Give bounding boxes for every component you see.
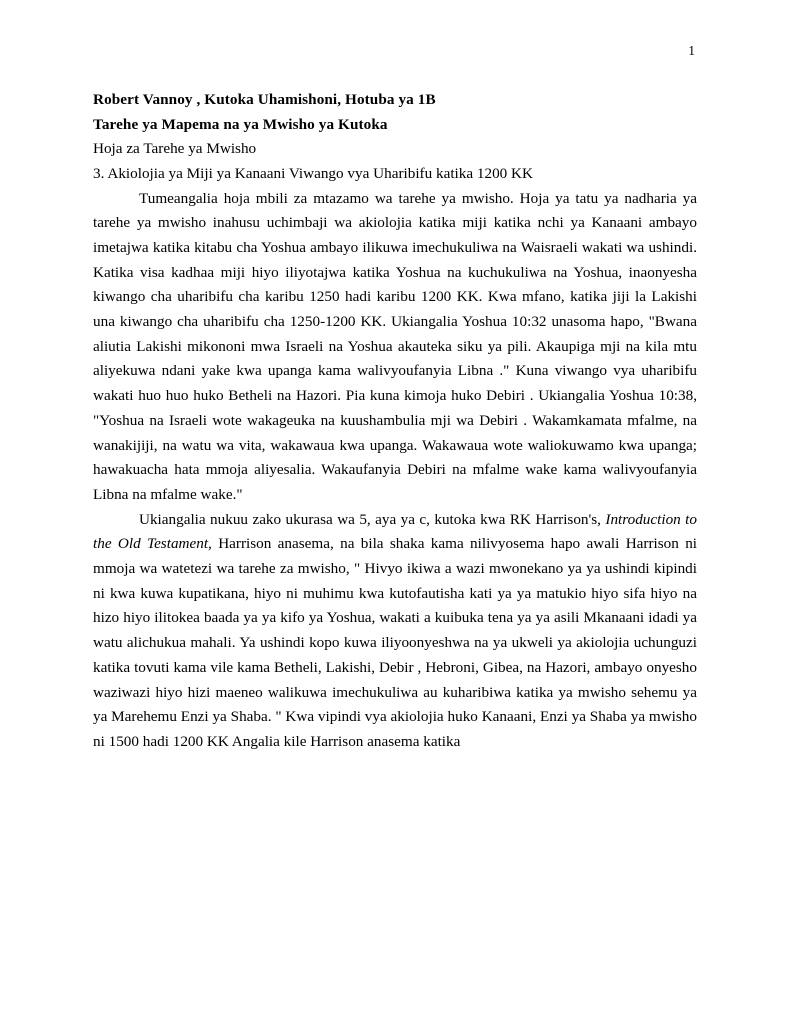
document-body: [93, 88, 697, 755]
section-heading: 3. Akiolojia ya Miji ya Kanaani Viwango vya Uharibifu katika 1200 KK: [93, 164, 533, 182]
title-line-2: Tarehe ya Mapema na ya Mwisho ya Kutoka: [93, 115, 388, 133]
paragraph-2-segment-1: Ukiangalia nukuu zako ukurasa wa 5, aya ya c, kutoka kwa RK Harrison's,: [139, 510, 606, 528]
title-line-1: Robert Vannoy , Kutoka Uhamishoni, Hotuba ya 1B: [93, 91, 436, 108]
subheading: Hoja za Tarehe ya Mwisho: [93, 140, 257, 158]
page-number: 1: [688, 43, 695, 58]
paragraph-2-segment-2: Harrison anasema, na bila shaka kama nilivyosema hapo awali Harrison ni mmoja wa watetezi wa tarehe za mwisho, " Hivyo ikiwa a wazi mwonekano ya ya ushindi kipindi ni kwa kuwa kupatikana, hiyo ni muhimu kwa kutofautisha kati ya ya matukio hiyo sifa hiyo na hizo hiyo ilitokea baada ya ya kifo ya Yoshua, wakati a kuibuka tena ya ya asili Mkanaani idadi ya watu alichukua mahali. Ya ushindi kopo kuwa iliyoonyeshwa na ya ukweli ya akiolojia uchunguzi katika tovuti kama vile kama Betheli, Lakishi, Debir , Hebroni, Gibea, na Hazori, ambayo onyesho waziwazi hiyo hizi maeneo walikuwa imechukuliwa au kuharibiwa katika ya mwisho sehemu ya ya Marehemu Enzi ya Shaba. " Kwa vipindi vya akiolojia huko Kanaani, Enzi ya Shaba ya mwisho ni 1500 hadi 1200 KK Angalia kile Harrison anasema katika: [93, 535, 698, 750]
paragraph-1: Tumeangalia hoja mbili za mtazamo wa tarehe ya mwisho. Hoja ya tatu ya nadharia ya tarehe ya mwisho inahusu uchimbaji wa akiolojia katika miji katika nchi ya Kanaani ambayo imetajwa katika kitabu cha Yoshua ambayo ilikuwa imechukuliwa na Waisraeli wakati wa ushindi. Katika visa kadhaa miji hiyo iliyotajwa katika Yoshua na kuchukuliwa na Yoshua, inaonyesha kiwango cha uharibifu cha karibu 1250 hadi karibu 1200 KK. Kwa mfano, katika jiji la Lakishi una kiwango cha uharibifu cha 1250-1200 KK. Ukiangalia Yoshua 10:32 unasoma hapo, "Bwana aliutia Lakishi mikononi mwa Israeli na Yoshua akauteka siku ya pili. Akaupiga mji na kila mtu aliyekuwa ndani yake kwa upanga kama walivyoufanyia Libna ." Kuna viwango vya uharibifu wakati huo huo huko Betheli na Hazori. Pia kuna kimoja huko Debiri . Ukiangalia Yoshua 10:38, "Yoshua na Israeli wote wakageuka na kuushambulia mji wa Debiri . Wakamkamata mfalme, na wanakijiji, na watu wa vita, wakawaua kwa upanga. Wakawaua wote waliokuwamo kwa upanga; hawakuacha hata mmoja aliyesalia. Wakaufanyia Debiri na mfalme wake kama walivyoufanyia Libna na mfalme wake.": [93, 189, 697, 503]
book-title-italic: Introduction to the Old Testament,: [93, 510, 697, 553]
paragraph-2: [93, 508, 697, 755]
